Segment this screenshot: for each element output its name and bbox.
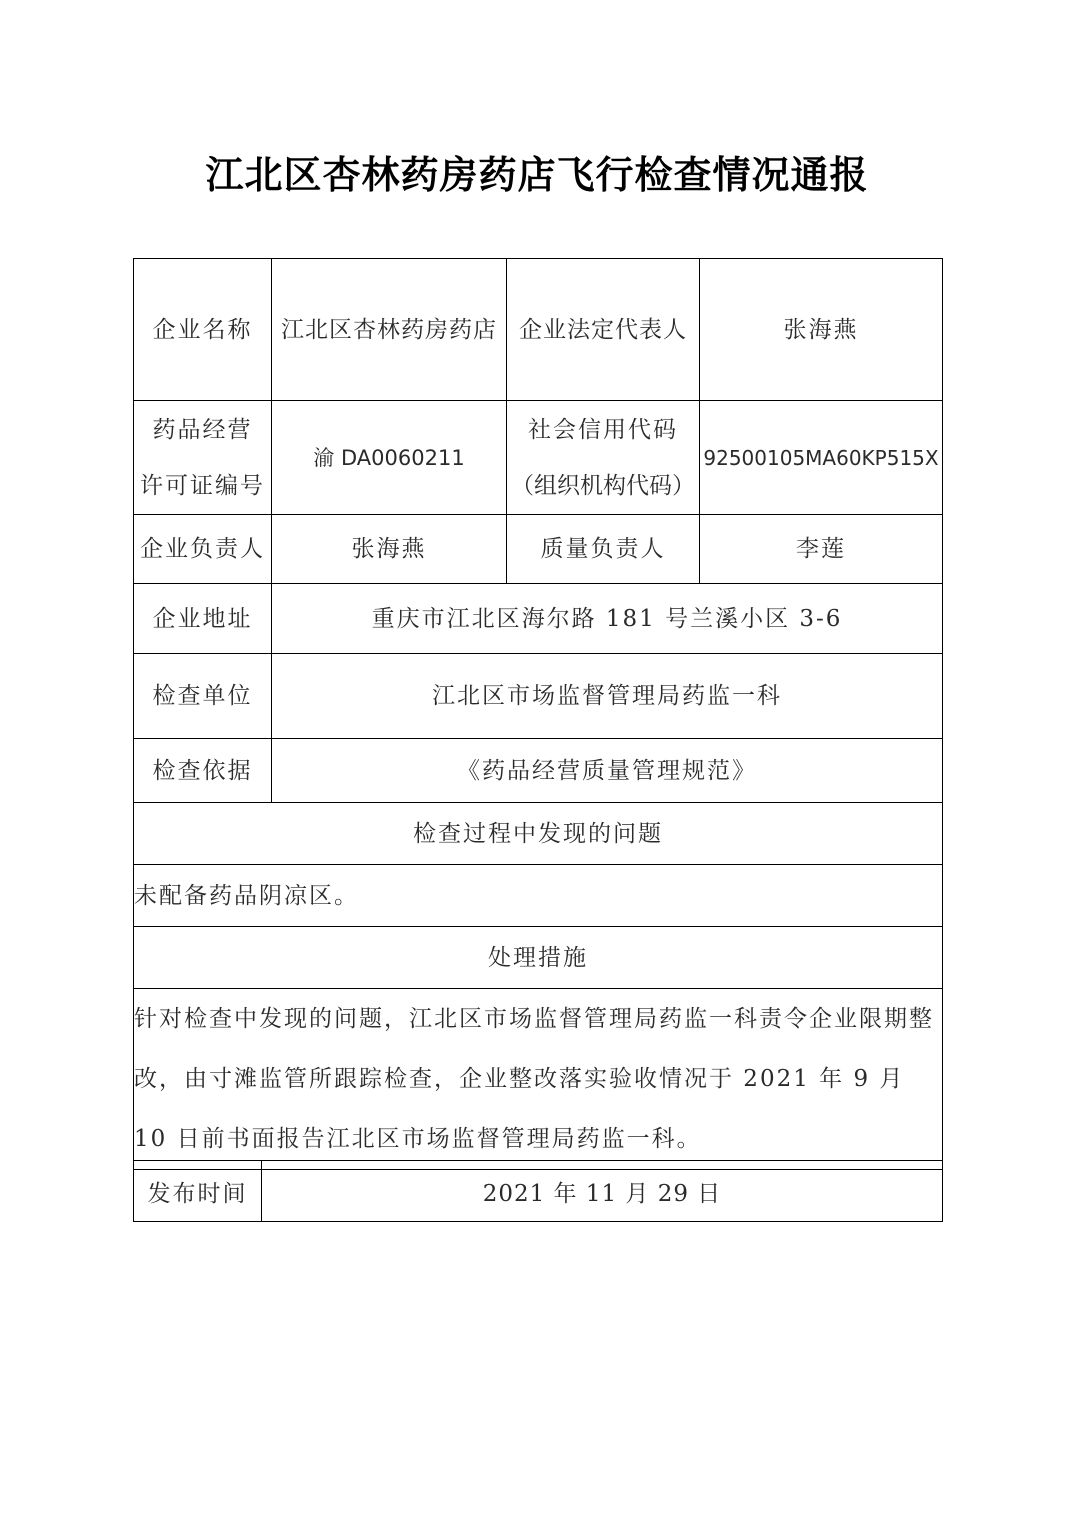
publish-table [133, 1160, 943, 1222]
basis-label: 检查依据 [134, 739, 272, 803]
license-label-line2: 许可证编号 [140, 472, 265, 499]
credit-code-value [700, 401, 943, 515]
table-row [134, 927, 943, 989]
basis-value: 《药品经营质量管理规范》 [272, 739, 943, 803]
credit-label-line1: 社会信用代码 [528, 416, 678, 443]
document-title: 江北区杏林药房药店飞行检查情况通报 [205, 153, 869, 197]
company-name-label: 企业名称 [134, 259, 272, 401]
table-row [134, 865, 943, 927]
measures-header: 处理措施 [134, 927, 943, 989]
inspection-table [133, 258, 943, 1170]
license-label [134, 401, 272, 515]
table-row [134, 739, 943, 803]
credit-code-label [507, 401, 700, 515]
quality-label: 质量负责人 [507, 515, 700, 584]
issues-header: 检查过程中发现的问题 [134, 803, 943, 865]
credit-code-text: 92500105MA60KP515X [703, 445, 939, 470]
quality-value: 李莲 [700, 515, 943, 584]
address-value: 重庆市江北区海尔路 181 号兰溪小区 3-6 [272, 584, 943, 654]
measures-text: 针对检查中发现的问题，江北区市场监督管理局药监一科责令企业限期整改，由寸滩监管所跟踪检查，企业整改落实验收情况于 2021 年 9 月 10 日前书面报告江北区市场监督管理局药监一科。 [134, 989, 943, 1170]
table-row [134, 259, 943, 401]
license-number-text: 渝 DA0060211 [313, 445, 465, 470]
credit-label-line2: （组织机构代码） [511, 472, 695, 499]
legal-rep-value: 张海燕 [700, 259, 943, 401]
license-label-line1: 药品经营 [152, 416, 253, 443]
inspector-label: 检查单位 [134, 654, 272, 739]
principal-label: 企业负责人 [134, 515, 272, 584]
license-number [272, 401, 507, 515]
table-row [134, 515, 943, 584]
table-row [134, 584, 943, 654]
company-name-value: 江北区杏林药房药店 [272, 259, 507, 401]
table-row [134, 989, 943, 1170]
table-row [134, 1161, 943, 1222]
table-row [134, 401, 943, 515]
publish-date: 2021 年 11 月 29 日 [262, 1161, 943, 1222]
principal-value: 张海燕 [272, 515, 507, 584]
legal-rep-label: 企业法定代表人 [507, 259, 700, 401]
inspector-value: 江北区市场监督管理局药监一科 [272, 654, 943, 739]
table-row [134, 803, 943, 865]
issues-text: 未配备药品阴凉区。 [134, 865, 943, 927]
table-row [134, 654, 943, 739]
address-label: 企业地址 [134, 584, 272, 654]
publish-label: 发布时间 [134, 1161, 262, 1222]
